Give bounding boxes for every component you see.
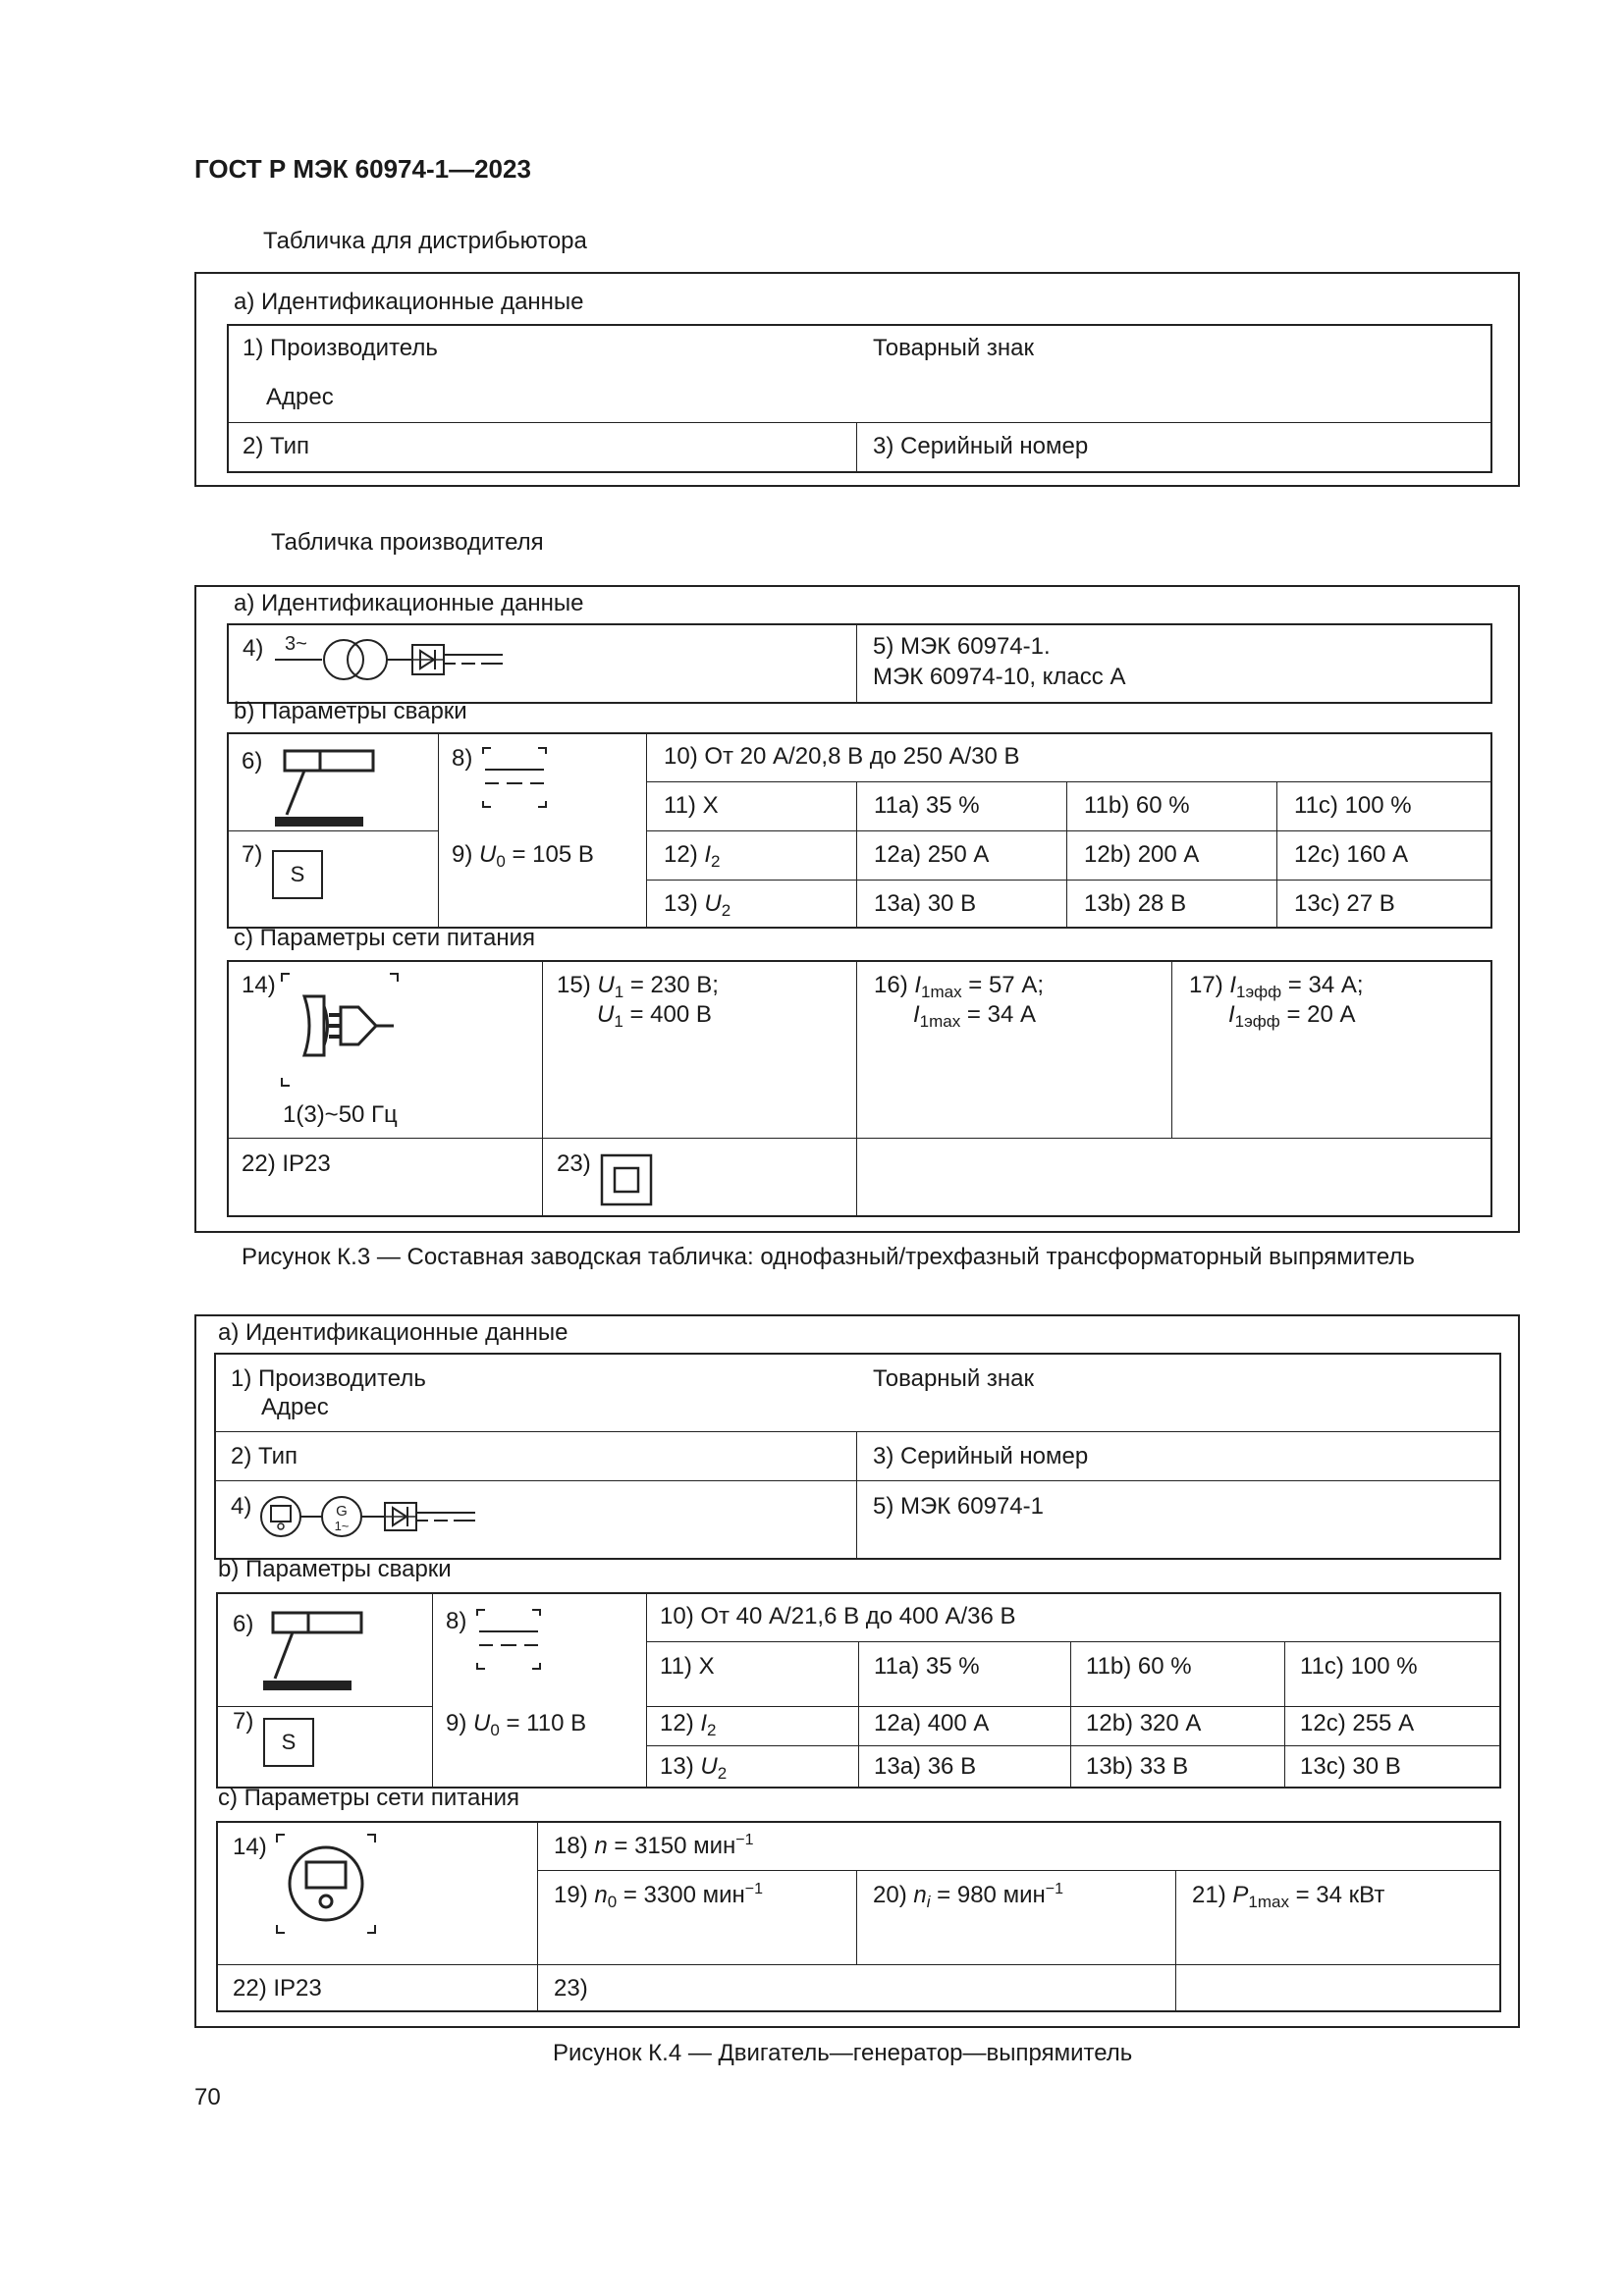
divider bbox=[856, 623, 857, 704]
divider bbox=[227, 830, 438, 831]
field-13c: 13c) 27 В bbox=[1294, 890, 1395, 917]
divider bbox=[646, 781, 1492, 782]
field-12a: 12a) 400 А bbox=[874, 1710, 990, 1736]
field-4-label: 4) bbox=[243, 635, 264, 662]
field-11-label: 11) X bbox=[660, 1653, 715, 1680]
serial-label: 3) Серийный номер bbox=[873, 1443, 1089, 1469]
type-label: 2) Тип bbox=[243, 433, 310, 459]
field-15-line-1: 15) $U_1 = 230$ В; bbox=[557, 972, 719, 1001]
frequency-label: 1(3)~50 Гц bbox=[283, 1101, 398, 1128]
page-number: 70 bbox=[194, 2084, 221, 2110]
field-14-label: 14) bbox=[242, 972, 276, 998]
supply-parameters-table bbox=[216, 1821, 1501, 2012]
welding-process-icon bbox=[275, 746, 383, 830]
field-12b: 12b) 200 А bbox=[1084, 841, 1200, 868]
field-11c: 11c) 100 % bbox=[1294, 792, 1412, 819]
field-7-label: 7) bbox=[233, 1708, 254, 1735]
section-c-label: c) Параметры сети питания bbox=[234, 925, 536, 951]
divider bbox=[856, 1431, 857, 1560]
section-a-label: a) Идентификационные данные bbox=[234, 590, 584, 616]
divider bbox=[856, 781, 857, 929]
divider bbox=[227, 1138, 1492, 1139]
field-5-line-2: МЭК 60974-10, класс А bbox=[873, 664, 1126, 690]
field-12-label: 12) $I_2$ bbox=[660, 1710, 717, 1739]
generator-phase: 1~ bbox=[334, 1519, 350, 1533]
divider bbox=[216, 1706, 432, 1707]
field-11b: 11b) 60 % bbox=[1086, 1653, 1192, 1680]
field-16-line-1: 16) $I_{1max} = 57$ А; bbox=[874, 972, 1044, 1001]
generator-letter: G bbox=[336, 1503, 348, 1520]
divider bbox=[227, 422, 1492, 423]
field-11c: 11c) 100 % bbox=[1300, 1653, 1418, 1680]
divider bbox=[1284, 1641, 1285, 1789]
field-14-label: 14) bbox=[233, 1834, 267, 1860]
divider bbox=[214, 1480, 1501, 1481]
divider bbox=[646, 1641, 1501, 1642]
field-21-label: 21) $P_{1max} = 34$ кВт bbox=[1192, 1882, 1385, 1911]
trademark-label: Товарный знак bbox=[873, 1365, 1034, 1392]
divider bbox=[858, 1641, 859, 1789]
divider bbox=[646, 1706, 1501, 1707]
address-label: Адрес bbox=[261, 1394, 329, 1420]
field-22-label: 22) IP23 bbox=[242, 1150, 331, 1177]
field-8-label: 8) bbox=[452, 745, 473, 772]
field-13b: 13b) 28 В bbox=[1084, 890, 1187, 917]
field-11a: 11a) 35 % bbox=[874, 1653, 980, 1680]
divider bbox=[856, 960, 857, 1217]
divider bbox=[646, 1745, 1501, 1746]
divider bbox=[438, 732, 439, 929]
figure-k4-caption: Рисунок К.4 — Двигатель—генератор—выпрямитель bbox=[553, 2040, 1133, 2066]
engine-drive-icon bbox=[275, 1833, 383, 1941]
figure-k3-caption: Рисунок К.3 — Составная заводская табличка: однофазный/трехфазный трансформаторный выпрямитель bbox=[242, 1244, 1415, 1270]
divider bbox=[646, 880, 1492, 881]
transformer-rectifier-symbol bbox=[275, 633, 511, 682]
divider bbox=[1070, 1641, 1071, 1789]
manufacturer-label: 1) Производитель bbox=[231, 1365, 426, 1392]
field-11-label: 11) X bbox=[664, 792, 719, 819]
field-11b: 11b) 60 % bbox=[1084, 792, 1190, 819]
divider bbox=[1175, 1870, 1176, 2012]
type-label: 2) Тип bbox=[231, 1443, 298, 1469]
phase-label: 3~ bbox=[285, 633, 307, 655]
field-15-line-2: $U_1 = 400$ В bbox=[597, 1001, 712, 1031]
field-18-label: 18) n = 3150 мин$^{-1}$ bbox=[554, 1832, 754, 1859]
field-13a: 13a) 36 В bbox=[874, 1753, 977, 1780]
section-c-label: c) Параметры сети питания bbox=[218, 1785, 520, 1811]
field-23-label: 23) bbox=[557, 1150, 591, 1177]
document-header: ГОСТ Р МЭК 60974-1—2023 bbox=[194, 154, 531, 184]
s-mark-symbol: S bbox=[272, 850, 323, 899]
divider bbox=[432, 1592, 433, 1789]
address-label: Адрес bbox=[266, 384, 334, 410]
divider bbox=[1066, 781, 1067, 929]
field-10-label: 10) От 20 А/20,8 В до 250 А/30 В bbox=[664, 743, 1020, 770]
divider bbox=[542, 960, 543, 1217]
section-a-label: a) Идентификационные данные bbox=[218, 1319, 568, 1346]
field-12-label: 12) $I_2$ bbox=[664, 841, 721, 871]
engine-generator-rectifier-symbol bbox=[257, 1492, 483, 1541]
field-6-label: 6) bbox=[233, 1611, 254, 1637]
dc-output-icon bbox=[475, 1608, 544, 1677]
trademark-label: Товарный знак bbox=[873, 335, 1034, 361]
field-11a: 11a) 35 % bbox=[874, 792, 980, 819]
divider bbox=[856, 422, 857, 473]
dc-output-icon bbox=[481, 746, 550, 815]
field-17-line-2: $I_{1эфф} = 20$ А bbox=[1228, 1001, 1356, 1031]
divider bbox=[646, 1592, 647, 1789]
section-b-label: b) Параметры сварки bbox=[234, 698, 467, 724]
field-23-label: 23) bbox=[554, 1975, 588, 2002]
divider bbox=[216, 1964, 1501, 1965]
serial-label: 3) Серийный номер bbox=[873, 433, 1089, 459]
field-6-label: 6) bbox=[242, 748, 263, 774]
field-12c: 12c) 160 А bbox=[1294, 841, 1409, 868]
divider bbox=[537, 1870, 1501, 1871]
manufacturer-plate-caption: Табличка производителя bbox=[271, 529, 544, 556]
divider bbox=[646, 830, 1492, 831]
double-insulation-icon bbox=[600, 1153, 655, 1208]
field-13-label: 13) $U_2$ bbox=[664, 890, 731, 920]
field-9-label: 9) $U_0 = 105$ В bbox=[452, 841, 594, 871]
manufacturer-label: 1) Производитель bbox=[243, 335, 438, 361]
section-b-label: b) Параметры сварки bbox=[218, 1556, 452, 1582]
field-9-label: 9) $U_0 = 110$ В bbox=[446, 1710, 587, 1739]
field-16-line-2: $I_{1max} = 34$ А bbox=[913, 1001, 1036, 1031]
divider bbox=[214, 1431, 1501, 1432]
field-10-label: 10) От 40 А/21,6 В до 400 А/36 В bbox=[660, 1603, 1016, 1629]
field-13b: 13b) 33 В bbox=[1086, 1753, 1189, 1780]
field-22-label: 22) IP23 bbox=[233, 1975, 322, 2002]
section-a-label: a) Идентификационные данные bbox=[234, 289, 584, 315]
field-20-label: 20) $n_i = 980$ мин$^{-1}$ bbox=[873, 1881, 1063, 1911]
field-12b: 12b) 320 А bbox=[1086, 1710, 1202, 1736]
field-7-label: 7) bbox=[242, 841, 263, 868]
mains-plug-icon bbox=[280, 972, 407, 1095]
distributor-plate-caption: Табличка для дистрибьютора bbox=[263, 228, 587, 254]
field-13a: 13a) 30 В bbox=[874, 890, 977, 917]
divider bbox=[537, 1821, 538, 2012]
divider bbox=[856, 1870, 857, 1964]
welding-process-icon bbox=[263, 1608, 371, 1696]
field-5-label: 5) МЭК 60974-1 bbox=[873, 1493, 1044, 1520]
divider bbox=[1276, 781, 1277, 929]
field-19-label: 19) $n_0 = 3300$ мин$^{-1}$ bbox=[554, 1881, 764, 1911]
field-13c: 13c) 30 В bbox=[1300, 1753, 1401, 1780]
field-8-label: 8) bbox=[446, 1608, 467, 1634]
divider bbox=[1171, 960, 1172, 1138]
field-4-label: 4) bbox=[231, 1493, 252, 1520]
field-12a: 12a) 250 А bbox=[874, 841, 990, 868]
field-5-line-1: 5) МЭК 60974-1. bbox=[873, 633, 1051, 660]
field-13-label: 13) $U_2$ bbox=[660, 1753, 728, 1783]
s-mark-symbol: S bbox=[263, 1718, 314, 1767]
field-17-line-1: 17) $I_{1эфф} = 34$ А; bbox=[1189, 972, 1364, 1001]
field-12c: 12c) 255 А bbox=[1300, 1710, 1415, 1736]
